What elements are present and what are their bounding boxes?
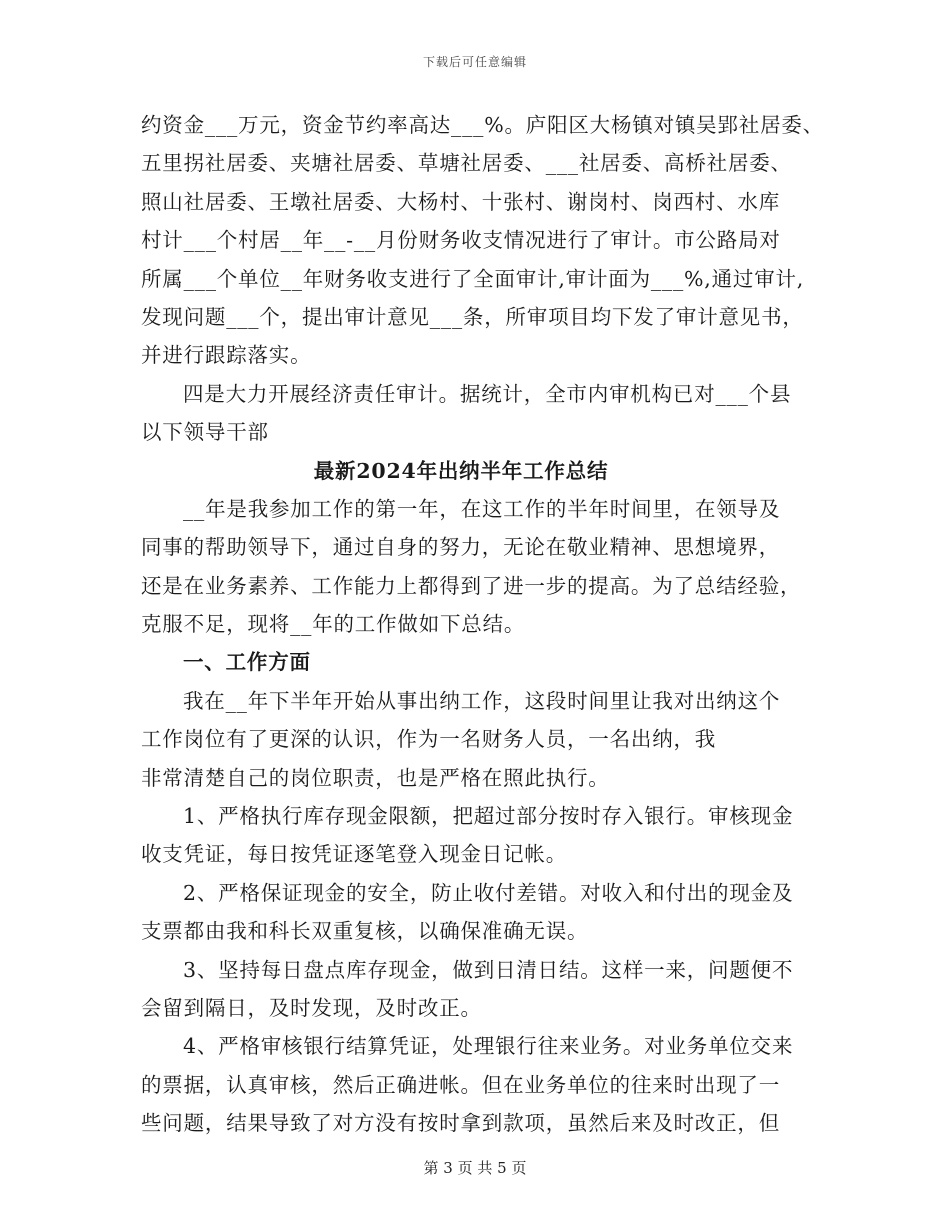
paragraph-line: 我在__年下半年开始从事出纳工作，这段时间里让我对出纳这个 xyxy=(183,688,781,713)
section-heading: 一、工作方面 xyxy=(183,650,311,675)
paragraph-line: 五里拐社居委、夹塘社居委、草塘社居委、___社居委、高桥社居委、 xyxy=(141,151,792,176)
document-title: 最新2024年出纳半年工作总结 xyxy=(313,458,609,483)
paragraph-line: 四是大力开展经济责任审计。据统计，全市内审机构已对___个县 xyxy=(183,381,792,406)
paragraph-line: 收支凭证，每日按凭证逐笔登入现金日记帐。 xyxy=(141,842,567,867)
paragraph-line: 同事的帮助领导下，通过自身的努力，无论在敬业精神、思想境界， xyxy=(141,535,780,560)
paragraph-line: 1、严格执行库存现金限额，把超过部分按时存入银行。审核现金 xyxy=(183,804,794,829)
paragraph-line: 2、严格保证现金的安全，防止收付差错。对收入和付出的现金及 xyxy=(183,880,794,905)
paragraph-line: 克服不足，现将__年的工作做如下总结。 xyxy=(141,612,526,637)
paragraph-line: 约资金___万元，资金节约率高达___%。庐阳区大杨镇对镇吴郢社居委、 xyxy=(141,113,824,137)
paragraph-line: 发现问题___个，提出审计意见___条，所审项目均下发了审计意见书， xyxy=(141,304,804,329)
paragraph-line: 照山社居委、王墩社居委、大杨村、十张村、谢岗村、岗西村、水库 xyxy=(141,189,780,214)
paragraph-line: 并进行跟踪落实。 xyxy=(141,343,312,368)
paragraph-line: 还是在业务素养、工作能力上都得到了进一步的提高。为了总结经验， xyxy=(141,573,802,598)
paragraph-line: 以下领导干部 xyxy=(141,420,269,445)
paragraph-line: 会留到隔日，及时发现，及时改正。 xyxy=(141,995,482,1020)
paragraph-line: 非常清楚自己的岗位职责，也是严格在照此执行。 xyxy=(141,765,610,790)
paragraph-line: 村计___个村居__年__-__月份财务收支情况进行了审计。市公路局对 xyxy=(141,228,781,253)
paragraph-line: 的票据，认真审核，然后正确进帐。但在业务单位的往来时出现了一 xyxy=(141,1072,780,1097)
paragraph-line: 所属___个单位__年财务收支进行了全面审计,审计面为___%,通过审计, xyxy=(141,266,805,291)
paragraph-line: 些问题，结果导致了对方没有按时拿到款项，虽然后来及时改正，但 xyxy=(141,1111,780,1136)
paragraph-line: __年是我参加工作的第一年，在这工作的半年时间里，在领导及 xyxy=(183,496,781,521)
paragraph-line: 支票都由我和科长双重复核，以确保准确无误。 xyxy=(141,919,589,944)
header-note: 下载后可任意编辑 xyxy=(422,55,527,69)
paragraph-line: 工作岗位有了更深的认识，作为一名财务人员，一名出纳，我 xyxy=(141,727,717,752)
document-body xyxy=(141,106,841,1143)
page-number: 第 3 页 共 5 页 xyxy=(423,1159,527,1177)
paragraph-line: 4、严格审核银行结算凭证，处理银行往来业务。对业务单位交来 xyxy=(183,1034,794,1059)
paragraph-line: 3、坚持每日盘点库存现金，做到日清日结。这样一来，问题便不 xyxy=(183,957,794,982)
